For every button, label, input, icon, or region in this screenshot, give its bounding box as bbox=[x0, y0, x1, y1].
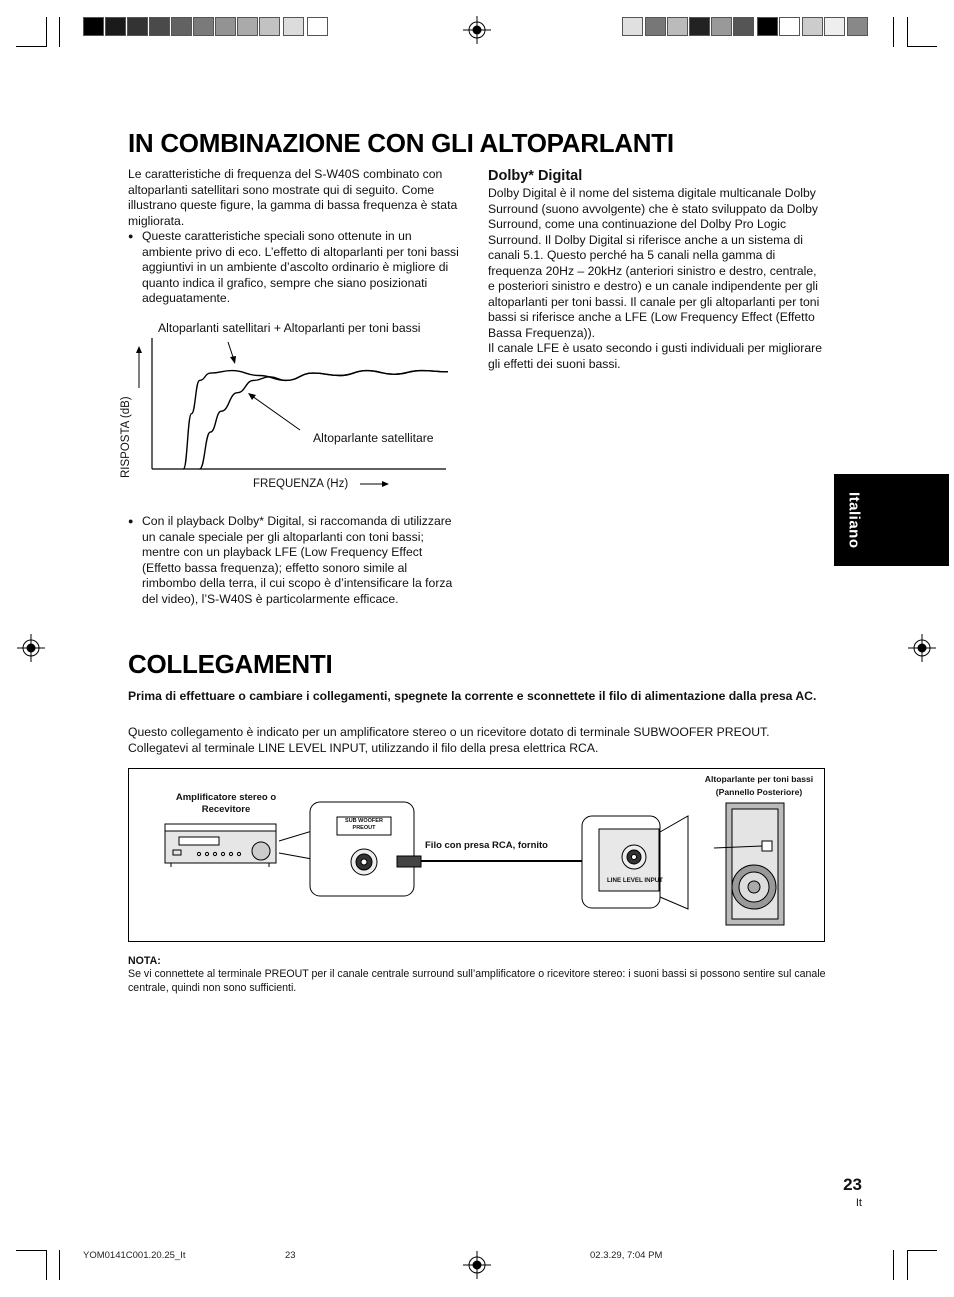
note-body: Se vi connettete al terminale PREOUT per il canale centrale surround sull’amplificatore o ricevitore stereo: i suoni bassi si possono sentire sul canale centrale, quindi non sono sufficienti. bbox=[128, 968, 826, 994]
chart-xlabel: FREQUENZA (Hz) bbox=[253, 478, 349, 490]
cable-label: Filo con presa RCA, fornito bbox=[425, 840, 548, 851]
preout-callout bbox=[279, 802, 414, 896]
dolby-column bbox=[488, 168, 826, 372]
page-number: 23 bbox=[843, 1175, 862, 1194]
subwoofer-rear-icon bbox=[714, 803, 784, 925]
section-title-connections: COLLEGAMENTI bbox=[128, 649, 333, 679]
page-lang: It bbox=[855, 1197, 862, 1209]
amplifier-icon bbox=[165, 824, 276, 867]
chart-label-combined: Altoparlanti satellitari + Altoparlanti per toni bassi bbox=[158, 321, 421, 335]
callout-satellite bbox=[252, 396, 300, 430]
callout-satellite-arrowhead bbox=[248, 393, 256, 400]
connection-warning: Prima di effettuare o cambiare i collegamenti, spegnete la corrente e sconnettete il filo di alimentazione dalla presa AC. bbox=[128, 689, 817, 703]
bullet-anechoic: ● Queste caratteristiche speciali sono ottenute in un ambiente privo di eco. L’effetto di altoparlanti per toni bassi aggiuntivi in un ambiente d’ascolto ordinario è migliore di quanto indica il grafico, sempre che siano posizionati adeguatamente. bbox=[128, 229, 463, 307]
dolby-heading: Dolby* Digital bbox=[488, 168, 583, 184]
frequency-chart bbox=[120, 318, 463, 498]
dolby-body: Dolby Digital è il nome del sistema digitale multicanale Dolby Surround (suono avvolgente) che è stato sviluppato da Dolby Surround, come una continuazione del Dolby Pro Logic Surround. Il Dolby Digital si riferisce anche a un sistema di canali 5.1. Questo perché ha 5 canali nella gamma di frequenza 20Hz – 20kHz (anteriori sinistro e destro, centrale, e posteriori sinistro e destro) e un canale indipendente per gli altoparlanti per toni bassi. Il canale per gli altoparlanti per toni bassi si riferisce anche a LFE (Low Frequency Effect (Effetto Bassa Frequenza)). bbox=[488, 186, 820, 340]
connection-instructions: Questo collegamento è indicato per un amplificatore stereo o un ricevitore dotato di terminale SUBWOOFER PREOUT. Collegatevi al terminale LINE LEVEL INPUT, utilizzando il filo della presa elettrica RCA. bbox=[128, 725, 770, 755]
section1-left-column-bottom bbox=[128, 514, 463, 607]
intro-paragraph: Le caratteristiche di frequenza del S-W40S combinato con altoparlanti satellitari sono mostrate qui di seguito. Come illustrano queste figure, la gamma di bassa frequenza è stata migliorata. bbox=[128, 167, 458, 228]
chart-ylabel: RISPOSTA (dB) bbox=[120, 396, 132, 478]
footer-date: 02.3.29, 7:04 PM bbox=[590, 1250, 663, 1261]
callout-combined-arrowhead bbox=[230, 356, 236, 364]
rca-cable bbox=[397, 856, 611, 867]
chart-plot bbox=[128, 318, 463, 498]
dolby-body-lfe: Il canale LFE è usato secondo i gusti individuali per migliorare gli effetti dei suoni bassi. bbox=[488, 341, 822, 371]
footer-page: 23 bbox=[285, 1250, 296, 1261]
connection-diagram bbox=[128, 768, 825, 942]
language-tab-label: Italiano bbox=[845, 491, 863, 549]
amp-label: Amplificatore stereo o Recevitore bbox=[175, 792, 277, 815]
chart-label-satellite: Altoparlante satellitare bbox=[313, 431, 434, 445]
footer-filename: YOM0141C001.20.25_It bbox=[83, 1250, 186, 1261]
note-heading: NOTA: bbox=[128, 955, 161, 967]
section1-left-column bbox=[128, 167, 463, 307]
bullet-dolby-playback: ● Con il playback Dolby* Digital, si raccomanda di utilizzare un canale speciale per gli altoparlanti con toni bassi; mentre con un playback LFE (Low Frequency Effect (Effetto bassa frequenza); effetto sonoro simile al rimbombo della terra, il cui scopo è d’intensificare la forza del video), l’S-W40S è particolarmente efficace. bbox=[128, 514, 463, 607]
series-line-combined bbox=[183, 371, 448, 469]
series-line-satellite bbox=[200, 371, 448, 469]
subwoofer-label: Altoparlante per toni bassi (Pannello Posteriore) bbox=[704, 774, 814, 797]
line-input-callout bbox=[582, 816, 688, 909]
preout-terminal-label: SUB WOOFER PREOUT bbox=[345, 818, 383, 831]
section-title-combination: IN COMBINAZIONE CON GLI ALTOPARLANTI bbox=[128, 128, 674, 158]
line-input-label: LINE LEVEL INPUT bbox=[607, 877, 663, 884]
xlabel-arrowhead bbox=[382, 481, 389, 487]
ylabel-arrowhead bbox=[136, 346, 142, 353]
